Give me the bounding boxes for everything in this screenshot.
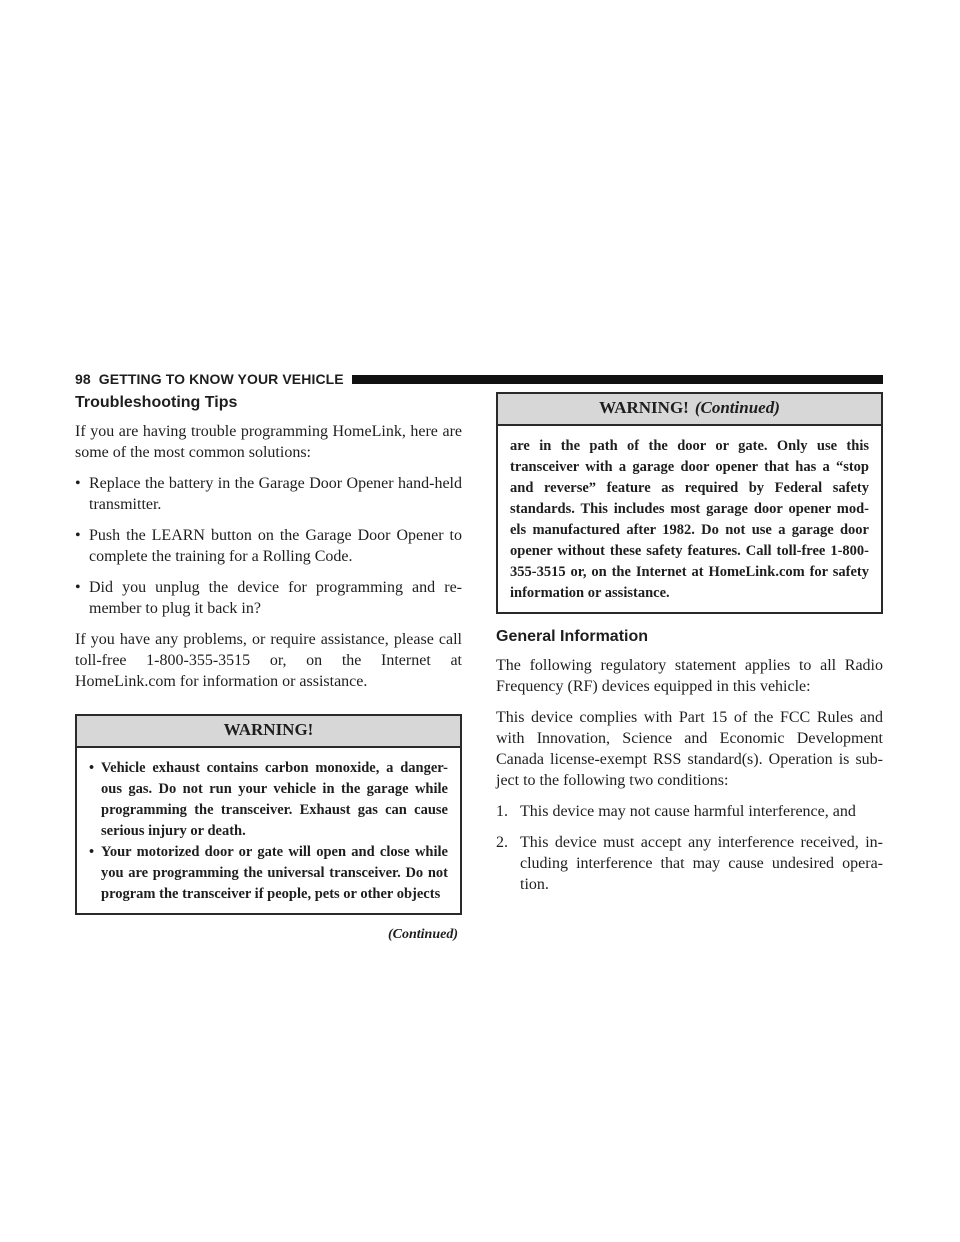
warning-box	[75, 714, 462, 915]
page-number: 98	[75, 371, 91, 387]
conditions-list	[496, 801, 883, 895]
warning-box-continued	[496, 392, 883, 614]
bullet-icon: •	[89, 760, 95, 776]
general-information-heading: General Information	[496, 628, 649, 645]
solutions-list	[75, 473, 462, 619]
warning-item: • Your motorized door or gate will open and close while you are programming the universal transceiver. Do not program the transceiver if people, pets or other objects	[89, 844, 448, 902]
section-title: GETTING TO KNOW YOUR VEHICLE	[98, 371, 344, 387]
warning-text: are in the path of the door or gate. Only use this transceiver with a garage door opener that has a “stop and reverse” feature as required by Federal safety standards. This includes most garage door opener mod-els manufactured after 1982. Do not use a garage door opener without these safety features. Call toll-free 1-800-355-3515 or, on the Internet at HomeLink.com for safety information or assistance.	[510, 438, 869, 601]
regulatory-intro: The following regulatory statement applies to all Radio Frequency (RF) devices equipped in this vehicle:	[496, 657, 883, 695]
list-item: • Did you unplug the device for programming and re-member to plug it back in?	[75, 579, 462, 617]
bullet-icon: •	[75, 579, 81, 596]
warning-body	[498, 426, 881, 612]
header-rule	[352, 375, 883, 384]
list-item: 2. This device must accept any interference received, in-cluding interference that may cause undesired opera-tion.	[496, 834, 883, 893]
bullet-icon: •	[75, 527, 81, 544]
troubleshooting-heading: Troubleshooting Tips	[75, 394, 238, 411]
page-header	[75, 369, 883, 389]
warning-body	[77, 748, 460, 913]
troubleshooting-intro: If you are having trouble programming HomeLink, here are some of the most common solutions:	[75, 423, 462, 461]
warning-title: WARNING!	[77, 716, 460, 748]
contact-paragraph: If you have any problems, or require assistance, please call toll-free 1-800-355-3515 or, on the Internet at HomeLink.com for information or assistance.	[75, 631, 462, 690]
continued-note: (Continued)	[387, 927, 458, 942]
list-item: 1. This device may not cause harmful interference, and	[496, 803, 856, 820]
warning-item: • Vehicle exhaust contains carbon monoxide, a danger-ous gas. Do not run your vehicle in the garage while programming the transceiver. Exhaust gas can cause serious injury or death.	[89, 760, 448, 839]
fcc-compliance-paragraph: This device complies with Part 15 of the FCC Rules and with Innovation, Science and Economic Development Canada license-exempt RSS standard(s). Operation is sub-ject to the following two conditions:	[496, 709, 883, 789]
list-item: • Replace the battery in the Garage Door Opener hand-held transmitter.	[75, 475, 462, 513]
bullet-icon: •	[75, 475, 81, 492]
left-column	[75, 392, 462, 943]
list-item: • Push the LEARN button on the Garage Door Opener to complete the training for a Rolling Code.	[75, 527, 462, 565]
bullet-icon: •	[89, 844, 95, 860]
warning-title: WARNING! (Continued)	[498, 394, 881, 426]
right-column	[496, 392, 883, 905]
